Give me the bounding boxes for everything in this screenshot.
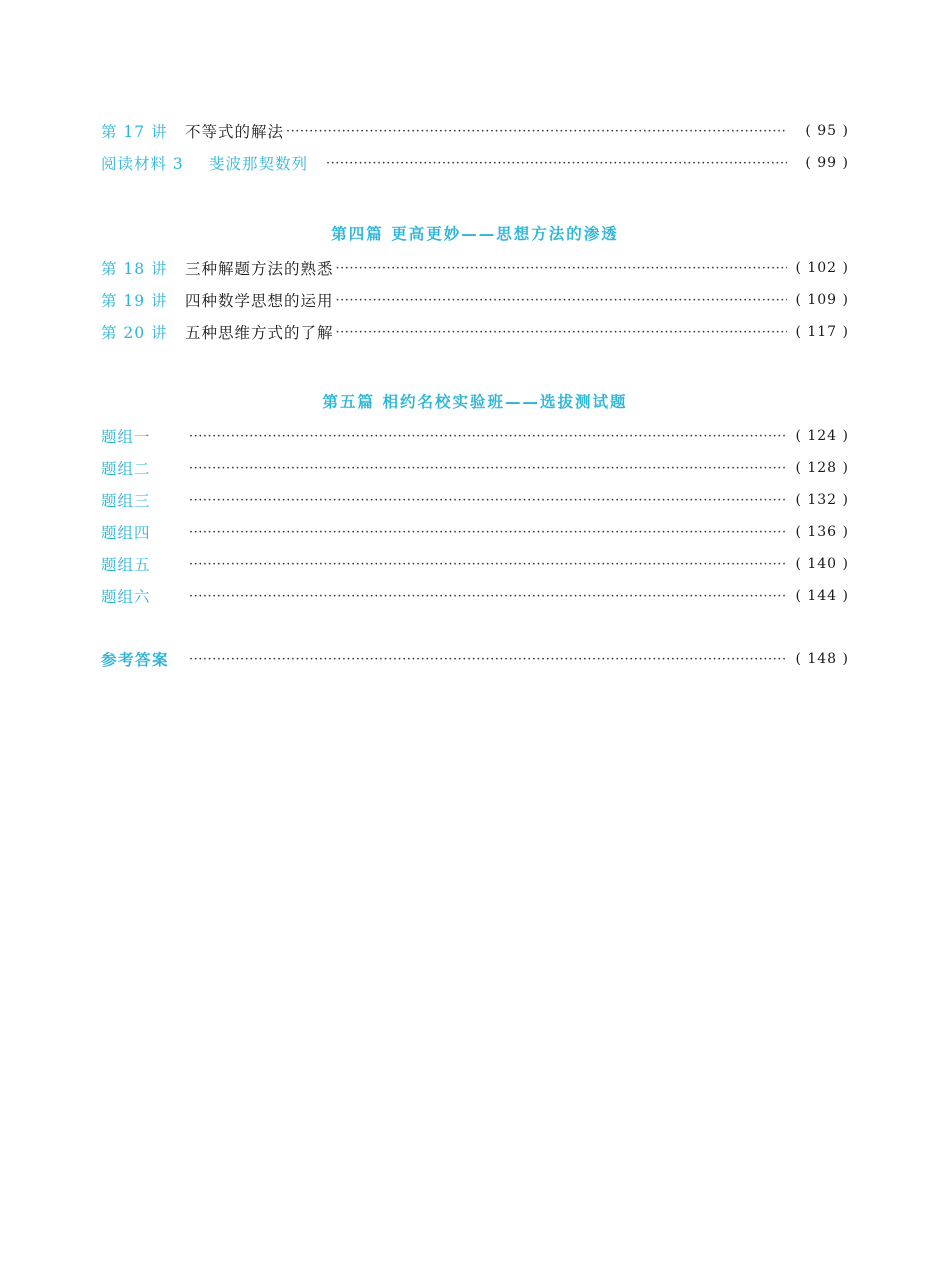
leader-dots [189,429,787,444]
toc-entry-page: ( 140 ) [795,556,849,572]
toc-entry-page: ( 124 ) [795,428,849,444]
toc-entry-page: ( 102 ) [795,260,849,276]
toc-entry-group-6[interactable] [101,584,849,608]
toc-entry-group-3[interactable] [101,488,849,512]
leader-dots [189,589,787,604]
toc-entry-label: 题组三 [101,492,151,510]
toc-entry-group-1[interactable] [101,424,849,448]
toc-entry-page: ( 95 ) [805,123,849,139]
toc-entry-label: 题组一 [101,428,151,446]
section-heading-part4: 第四篇 更高更妙——思想方法的渗透 [331,225,619,243]
toc-entry-page: ( 109 ) [795,292,849,308]
toc-entry-title: 斐波那契数列 [209,155,309,173]
toc-entry-17[interactable] [101,119,849,143]
toc-entry-answers[interactable] [101,647,849,671]
toc-entry-19[interactable] [101,288,849,312]
toc-entry-page: ( 117 ) [795,324,849,340]
toc-entry-label: 题组五 [101,556,151,574]
toc-entry-label: 题组六 [101,588,151,606]
toc-entry-page: ( 128 ) [795,460,849,476]
toc-entry-page: ( 99 ) [805,155,849,171]
leader-dots [286,124,787,139]
toc-entry-label: 第 18 讲 [101,260,168,278]
toc-entry-reading-3[interactable] [101,151,849,175]
leader-dots [326,156,787,171]
toc-entry-label: 第 20 讲 [101,324,168,342]
leader-dots [189,557,787,572]
toc-entry-label: 参考答案 [101,651,170,669]
leader-dots [189,652,787,667]
toc-entry-page: ( 136 ) [795,524,849,540]
toc-entry-title: 不等式的解法 [185,123,285,141]
leader-dots [336,325,787,340]
leader-dots [336,261,787,276]
toc-entry-title: 四种数学思想的运用 [185,292,334,310]
toc-entry-label: 阅读材料 3 [101,155,184,173]
toc-entry-20[interactable] [101,320,849,344]
section-heading-part5: 第五篇 相约名校实验班——选拔测试题 [322,393,628,411]
leader-dots [336,293,787,308]
toc-entry-group-4[interactable] [101,520,849,544]
toc-entry-group-5[interactable] [101,552,849,576]
toc-entry-label: 题组四 [101,524,151,542]
toc-entry-label: 第 17 讲 [101,123,168,141]
toc-entry-label: 第 19 讲 [101,292,168,310]
toc-entry-page: ( 144 ) [795,588,849,604]
toc-entry-title: 五种思维方式的了解 [185,324,334,342]
toc-entry-18[interactable] [101,256,849,280]
leader-dots [189,461,787,476]
leader-dots [189,525,787,540]
toc-entry-group-2[interactable] [101,456,849,480]
toc-entry-page: ( 132 ) [795,492,849,508]
toc-entry-page: ( 148 ) [795,651,849,667]
toc-entry-title: 三种解题方法的熟悉 [185,260,334,278]
toc-entry-label: 题组二 [101,460,151,478]
leader-dots [189,493,787,508]
